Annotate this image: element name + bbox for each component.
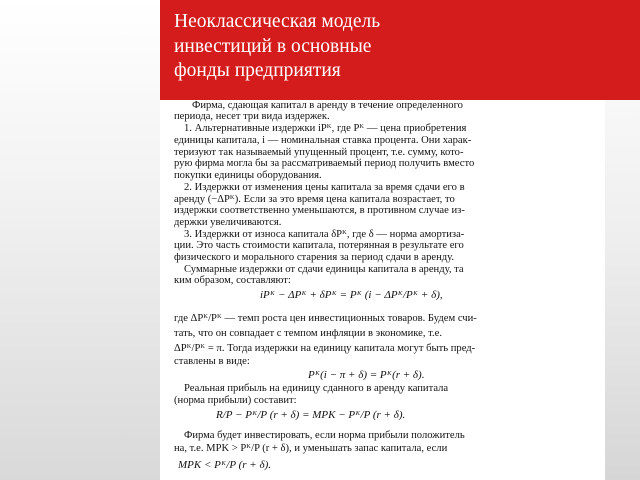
cost-formula-lhs: iPᴷ − ΔPᴷ + δPᴷ = Pᴷ [260,289,362,301]
left-background-panel [0,0,160,480]
cost-formula-inflation: Pᴷ(i − π + δ) = Pᴷ(r + δ). [308,369,425,381]
text-line: Суммарные издержки от сдачи единицы капитала в аренду, та [184,264,464,275]
text-line: Фирма, сдающая капитал в аренду в течение определенного [192,100,463,111]
text-line: на, т.е. MPK > Pᴷ/P (r + δ), и уменьшать запас капитала, если [174,443,448,454]
text-line: ставлены в виде: [174,356,250,367]
text-line: ΔPᴷ/Pᴷ = π. Тогда издержки на единицу капитала могут быть пред- [174,343,476,354]
slide-title-line: инвестиций в основные [174,35,372,57]
cost-formula-rhs: (i − ΔPᴷ/Pᴷ + δ), [364,289,443,301]
text-line: теризуют так называемый упущенный процент, т.е. сумму, кото- [174,147,464,158]
scanned-text-image [160,100,605,480]
text-line: 2. Издержки от изменения цены капитала за время сдачи его в [184,182,465,193]
slide-title-line: Неоклассическая модель [174,11,381,32]
text-line: 1. Альтернативные издержки iPᴷ, где Pᴷ — цена приобретения [184,123,467,134]
text-line: ции. Это часть стоимости капитала, потерянная в результате его [174,240,464,251]
investment-condition-formula: MPK < Pᴷ/P (r + δ). [178,459,272,471]
text-line: Реальная прибыль на единицу сданного в аренду капитала [184,383,449,394]
text-line: рую фирма могла бы за рассматриваемый период получить вместо [174,158,475,169]
text-line: периода, несет три вида издержек. [174,111,330,122]
profit-formula: R/P − Pᴷ/P (r + δ) = MPK − Pᴷ/P (r + δ). [216,409,406,421]
slide-title [174,10,474,84]
text-line: тать, что он совпадает с темпом инфляции в экономике, т.е. [174,328,442,339]
text-line: издержки соответственно уменьшаются, в противном случае из- [174,205,465,216]
text-line: единицы капитала, i — номинальная ставка процента. Они харак- [174,135,472,146]
text-line: ким образом, составляют: [174,275,291,286]
slide-title-line: фонды предприятия [174,60,341,81]
text-line: держки увеличиваются. [174,217,282,228]
cost-formula [260,290,443,302]
text-line: (норма прибыли) составит: [174,395,297,406]
text-line: физического и морального старения за период сдачи в аренду. [174,252,455,263]
text-line: аренду (−ΔPᴷ). Если за это время цена капитала возрастает, то [174,194,455,205]
text-line: где ΔPᴷ/Pᴷ — темп роста цен инвестиционных товаров. Будем счи- [174,313,477,324]
text-line: покупки единицы оборудования. [174,170,322,181]
text-line: Фирма будет инвестировать, если норма прибыли положитель [184,430,465,441]
text-line: 3. Издержки от износа капитала δPᴷ, где δ — норма амортиза- [184,229,465,240]
